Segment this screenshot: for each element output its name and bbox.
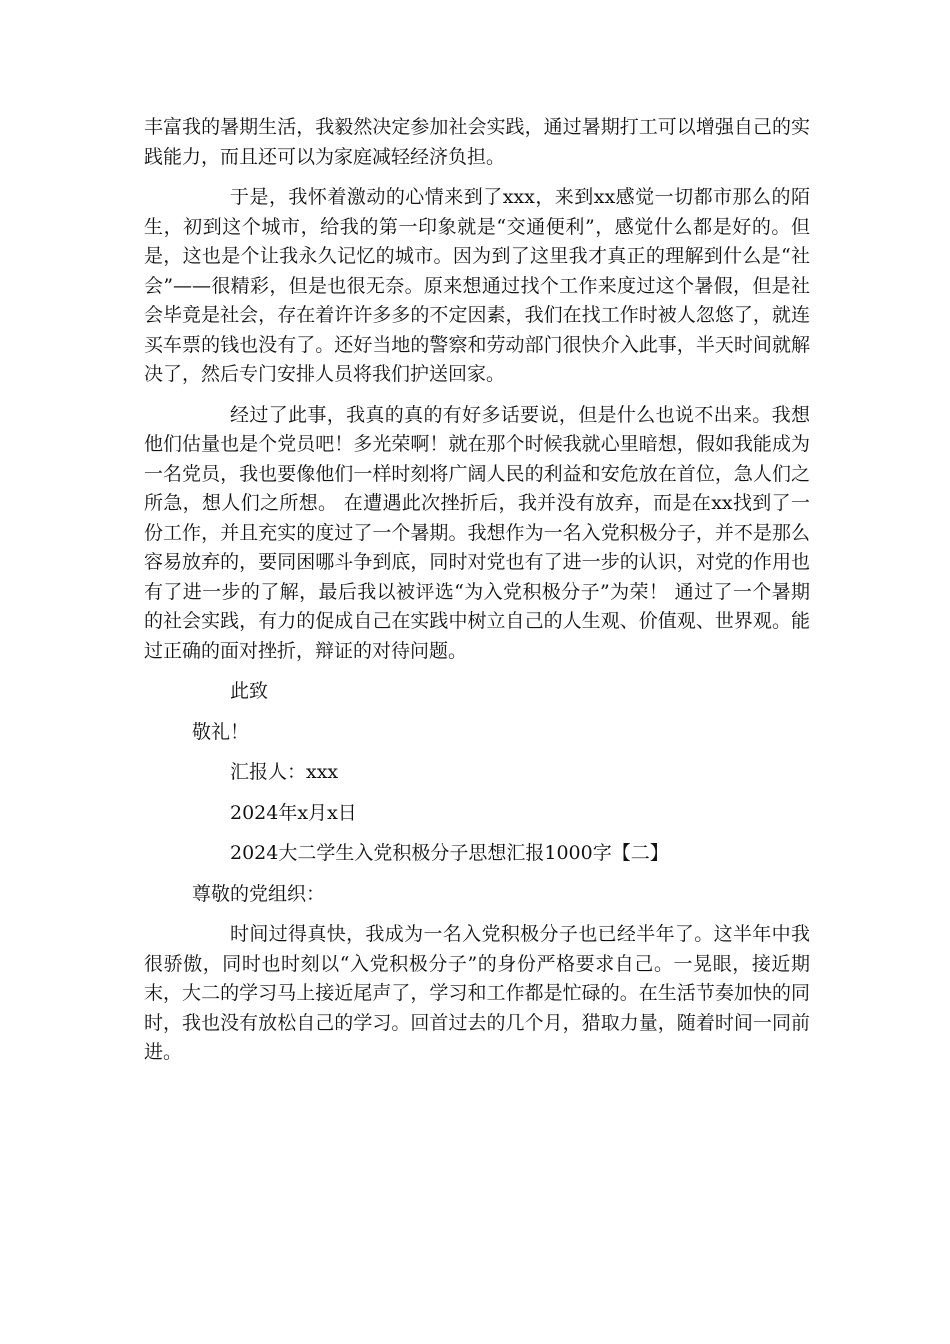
paragraph-2: 于是，我怀着激动的心情来到了xxx，来到xx感觉一切都市那么的陌生，初到这个城市，给我的第一印象就是“交通便利”，感觉什么都是好的。但是，这也是个让我永久记忆的城市。因为到了这里我才真正的理解到什么是“社会”——很精彩，但是也很无奈。原来想通过找个工作来度过这个暑假，但是社会毕竟是社会，存在着许许多多的不定因素，我们在找工作时被人忽悠了，就连买车票的钱也没有了。还好当地的警察和劳动部门很快介入此事，半天时间就解决了，然后专门安排人员将我们护送回家。 — [144, 186, 810, 385]
paragraph-4: 时间过得真快，我成为一名入党积极分子也已经半年了。这半年中我很骄傲，同时也时刻以“入党积极分子”的身份严格要求自己。一晃眼，接近期末，大二的学习马上接近尾声了，学习和工作都是忙碌的。在生活节奏加快的同时，我也没有放松自己的学习。回首过去的几个月，猎取力量，随着时间一同前进。 — [144, 923, 810, 1063]
document-body — [144, 113, 810, 1079]
greeting-line: 尊敬的党组织： — [192, 882, 326, 905]
closing-line: 此致 — [230, 680, 269, 702]
date-line: 2024年x月x日 — [230, 801, 357, 824]
salute-line: 敬礼！ — [192, 720, 250, 743]
reporter-line: 汇报人：xxx — [230, 761, 339, 783]
section-heading: 2024大二学生入党积极分子思想汇报1000字【二】 — [230, 842, 669, 864]
paragraph-1: 丰富我的暑期生活，我毅然决定参加社会实践，通过暑期打工可以增强自己的实践能力，而且还可以为家庭减轻经济负担。 — [144, 116, 810, 168]
paragraph-3: 经过了此事，我真的真的有好多话要说，但是什么也说不出来。我想他们估量也是个党员吧！多光荣啊！就在那个时候我就心里暗想，假如我能成为一名党员，我也要像他们一样时刻将广阔人民的利益和安危放在首位，急人们之所急，想人们之所想。 在遭遇此次挫折后，我并没有放弃，而是在xx找到了一份工作，并且充实的度过了一个暑期。我想作为一名入党积极分子，并不是那么容易放弃的，要同困哪斗争到底，同时对党也有了进一步的认识，对党的作用也有了进一步的了解，最后我以被评选“为入党积极分子”为荣！ 通过了一个暑期的社会实践，有力的促成自己在实践中树立自己的人生观、价值观、世界观。能过正确的面对挫折，辩证的对待问题。 — [144, 403, 810, 662]
